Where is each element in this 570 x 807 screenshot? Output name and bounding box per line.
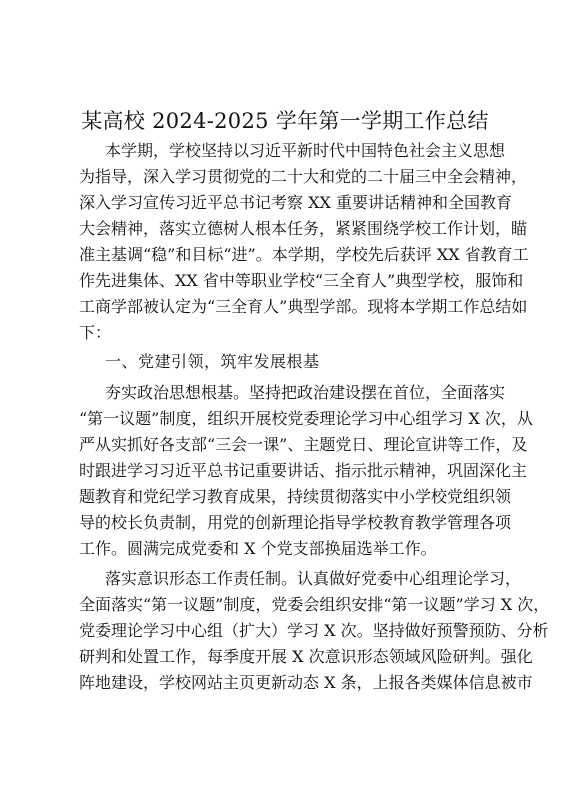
para1-line-1: 夯实政治思想根基。坚持把政治建设摆在首位，全面落实 [105,383,506,402]
document-title: 某高校 2024-2025 学年第一学期工作总结 [81,109,489,133]
para2-line-1: 落实意识形态工作责任制。认真做好党委中心组理论学习， [105,569,522,588]
para2-line-2: 全面落实“第一议题”制度，党委会组织安排“第一议题”学习 X 次， [79,595,550,614]
section-heading-1: 一、党建引领，筑牢发展根基 [105,352,320,371]
intro-line-4: 大会精神，落实立德树人根本任务，紧紧围绕学校工作计划，瞄 [79,219,528,238]
para2-line-5: 阵地建设，学校网站主页更新动态 X 条，上报各类媒体信息被市 [79,673,533,692]
para1-line-7: 工作。圆满完成党委和 X 个党支部换届选举工作。 [79,539,437,558]
para2-line-3: 党委理论学习中心组（扩大）学习 X 次。坚持做好预警预防、分析 [79,621,549,640]
para1-line-5: 题教育和党纪学习教育成果，持续贯彻落实中小学校党组织领 [79,487,512,506]
para1-line-6: 导的校长负责制，用党的创新理论指导学校教育教学管理各项 [79,513,512,532]
intro-line-1: 本学期，学校坚持以习近平新时代中国特色社会主义思想 [105,141,506,160]
para1-line-3: 严从实抓好各支部“三会一课”、主题党日、理论宣讲等工作，及 [79,435,528,454]
para1-line-4: 时跟进学习习近平总书记重要讲话、指示批示精神，巩固深化主 [79,461,528,480]
intro-line-3: 深入学习宣传习近平总书记考察 XX 重要讲话精神和全国教育 [79,193,512,212]
intro-line-7: 工商学部被认定为“三全育人”典型学部。现将本学期工作总结如 [79,297,528,316]
para1-line-2: “第一议题”制度，组织开展校党委理论学习中心组学习 X 次，从 [79,409,533,428]
intro-line-5: 准主基调“稳”和目标“进”。本学期，学校先后获评 XX 省教育工 [79,245,529,264]
intro-line-8: 下： [79,323,112,342]
para2-line-4: 研判和处置工作，每季度开展 X 次意识形态领域风险研判。强化 [79,647,533,666]
intro-line-2: 为指导，深入学习贯彻党的二十大和党的二十届三中全会精神， [79,167,528,186]
intro-line-6: 作先进集体、XX 省中等职业学校“三全育人”典型学校，服饰和 [79,271,524,290]
